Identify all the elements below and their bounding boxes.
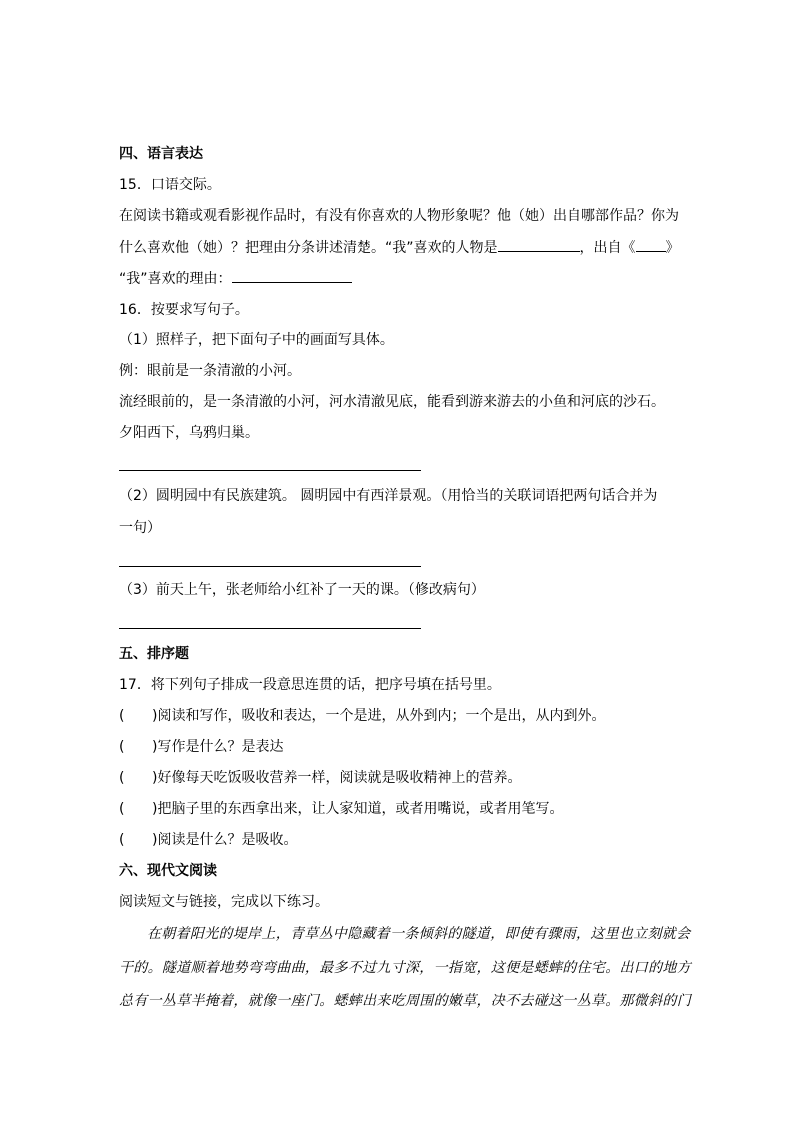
ordering-item: ( )写作是什么？是表达 <box>119 739 284 755</box>
question-15-source-label: ，出自《 <box>579 240 636 256</box>
section-heading-sentence-ordering: 五、排序题 <box>119 646 189 662</box>
ordering-item-text: 把脑子里的东西拿出来，让人家知道，或者用嘴说，或者用笔写。 <box>157 801 564 817</box>
ordering-item: ( )阅读和写作，吸收和表达，一个是进，从外到内；一个是出，从内到外。 <box>119 708 606 724</box>
question-16-part-2-line-1: （2）圆明园中有民族建筑。 圆明园中有西洋景观。（用恰当的关联词语把两句话合并为 <box>119 488 658 504</box>
passage-line: 总有一丛草半掩着，就像一座门。蟋蟀出来吃周围的嫩草，决不去碰这一丛草。那微斜的门 <box>119 993 691 1009</box>
question-16-part-3: （3）前天上午，张老师给小红补了一天的课。（修改病句） <box>119 582 485 598</box>
order-number-blank[interactable]: ( <box>119 832 125 848</box>
answer-line-part-3[interactable] <box>119 628 421 629</box>
section-heading-modern-reading: 六、现代文阅读 <box>119 863 217 879</box>
order-number-blank[interactable]: ( <box>119 708 125 724</box>
question-16-part-1-expanded-example: 流经眼前的，是一条清澈的小河，河水清澈见底，能看到游来游去的小鱼和河底的沙石。 <box>119 394 665 410</box>
ordering-item: ( )把脑子里的东西拿出来，让人家知道，或者用嘴说，或者用笔写。 <box>119 801 564 817</box>
order-number-blank[interactable]: ( <box>119 770 125 786</box>
passage-line: 在朝着阳光的堤岸上，青草丛中隐藏着一条倾斜的隧道，即使有骤雨，这里也立刻就会 <box>147 926 691 942</box>
question-16-title: 16．按要求写句子。 <box>119 302 249 318</box>
question-16-part-1-instruction: （1）照样子，把下面句子中的画面写具体。 <box>119 332 394 348</box>
question-17-title: 17．将下列句子排成一段意思连贯的话，把序号填在括号里。 <box>119 677 501 693</box>
ordering-item: ( )好像每天吃饭吸收营养一样，阅读就是吸收精神上的营养。 <box>119 770 522 786</box>
question-15-line-2-text: 什么喜欢他（她）？把理由分条讲述清楚。“我”喜欢的人物是 <box>119 240 498 256</box>
ordering-item-text: 好像每天吃饭吸收营养一样，阅读就是吸收精神上的营养。 <box>157 770 522 786</box>
ordering-item: ( )阅读是什么？是吸收。 <box>119 832 298 848</box>
answer-line-part-2[interactable] <box>119 566 421 567</box>
question-16-part-1-task: 夕阳西下，乌鸦归巢。 <box>119 425 259 441</box>
question-15-title: 15．口语交际。 <box>119 177 221 193</box>
order-number-blank[interactable]: ( <box>119 801 125 817</box>
order-number-blank[interactable]: ( <box>119 739 125 755</box>
passage-line: 干的。隧道顺着地势弯弯曲曲，最多不过九寸深，一指宽，这便是蟋蟀的住宅。出口的地方 <box>119 960 691 976</box>
question-15-line-3 <box>119 268 352 289</box>
work-title-answer-blank[interactable] <box>636 237 666 252</box>
question-15-line-2 <box>119 237 680 258</box>
question-16-part-1-example: 例：眼前是一条清澈的小河。 <box>119 363 301 379</box>
ordering-item-text: 阅读是什么？是吸收。 <box>157 832 298 848</box>
answer-line-part-1[interactable] <box>119 470 421 471</box>
character-answer-blank[interactable] <box>498 237 580 252</box>
reason-answer-blank[interactable] <box>232 268 352 283</box>
section-heading-language-expression: 四、语言表达 <box>119 146 203 162</box>
ordering-item-text: 写作是什么？是表达 <box>157 739 284 755</box>
question-15-reason-label: “我”喜欢的理由： <box>119 271 232 287</box>
question-15-line-1: 在阅读书籍或观看影视作品时，有没有你喜欢的人物形象呢？他（她）出自哪部作品？你为 <box>119 208 679 224</box>
reading-intro: 阅读短文与链接，完成以下练习。 <box>119 894 329 910</box>
ordering-item-text: 阅读和写作，吸收和表达，一个是进，从外到内；一个是出，从内到外。 <box>157 708 606 724</box>
question-16-part-2-line-2: 一句） <box>119 520 161 536</box>
question-15-closing-bracket: 》 <box>665 240 680 256</box>
